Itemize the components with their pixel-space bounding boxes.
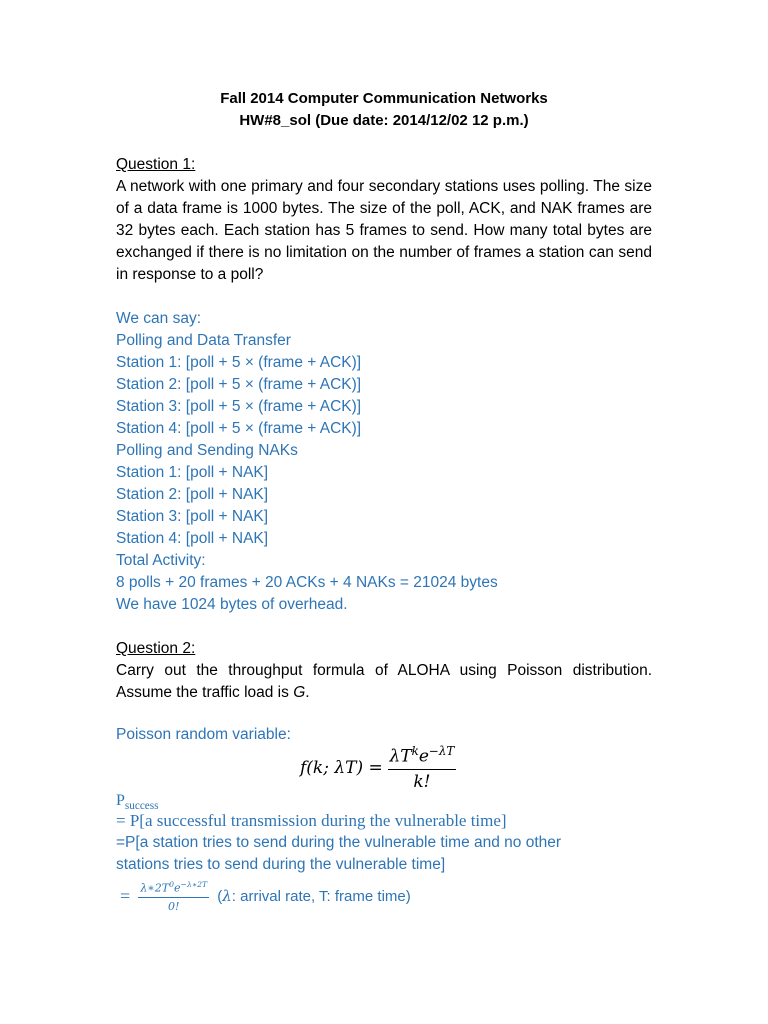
final-denominator: 0! <box>168 899 180 913</box>
final-note: (λ: arrival rate, T: frame time) <box>217 887 411 906</box>
formula-denominator: k! <box>413 771 431 792</box>
question2-text: Carry out the throughput formula of ALOHA using Poisson distribution. Assume the traffic load is G. <box>116 662 652 701</box>
document-subtitle: HW#8_sol (Due date: 2014/12/02 12 p.m.) <box>239 112 529 129</box>
formula-fraction <box>388 744 457 792</box>
answer1-line: We can say: <box>116 310 202 327</box>
final-fraction <box>138 880 209 913</box>
traffic-load-variable: G <box>293 684 306 701</box>
document-title: Fall 2014 Computer Communication Networks <box>220 90 548 107</box>
p-success-label: $P_{success}$ <box>116 792 159 813</box>
answer1-line: Station 2: [poll + 5 × (frame + ACK)] <box>116 376 362 393</box>
answer1-line: Total Activity: <box>116 552 206 569</box>
answer1-line: Station 1: [poll + 5 × (frame + ACK)] <box>116 354 362 371</box>
question1-text: A network with one primary and four secondary stations uses polling. The size of a data frame is 1000 bytes. The size of the poll, ACK, and NAK frames are 32 bytes each. Each station has 5 frames to send. How many total bytes are exchanged if there is no limitation on the number of frames a station can send in response to a poll? <box>116 178 652 283</box>
answer1-line: Polling and Sending NAKs <box>116 442 298 459</box>
question2-heading: Question 2: <box>116 640 196 657</box>
answer1-line: We have 1024 bytes of overhead. <box>116 596 348 613</box>
p-success-line: stations tries to send during the vulnerable time] <box>116 856 446 873</box>
final-equation: = $\frac{\lambda∗2T^0e^{-\lambda∗2T}}{0!}$ (λ: arrival rate, T: frame time) <box>120 880 411 913</box>
answer1-line: Station 3: [poll + NAK] <box>116 508 269 525</box>
formula-lhs: f(k; λT) = <box>300 757 383 778</box>
answer1-line: Station 3: [poll + 5 × (frame + ACK)] <box>116 398 362 415</box>
answer1-line: Station 1: [poll + NAK] <box>116 464 269 481</box>
answer1-line: Station 4: [poll + 5 × (frame + ACK)] <box>116 420 362 437</box>
answer1-line: Station 4: [poll + NAK] <box>116 530 269 547</box>
answer1-line: 8 polls + 20 frames + 20 ACKs + 4 NAKs = 21024 bytes <box>116 574 498 591</box>
poisson-label: Poisson random variable: <box>116 726 291 743</box>
answer1-line: Polling and Data Transfer <box>116 332 291 349</box>
p-success-line: =P[a station tries to send during the vulnerable time and no other <box>116 834 562 851</box>
final-numerator: $\lambda∗2T^0e^{-\lambda∗2T}$ <box>138 880 209 898</box>
poisson-formula <box>300 744 456 792</box>
question1-heading: Question 1: <box>116 156 196 173</box>
formula-numerator: $\lambda T^ke^{-\lambda T}$ <box>388 744 457 770</box>
answer1-line: Station 2: [poll + NAK] <box>116 486 269 503</box>
p-success-line: = P[a successful transmission during the vulnerable time] <box>116 811 507 830</box>
